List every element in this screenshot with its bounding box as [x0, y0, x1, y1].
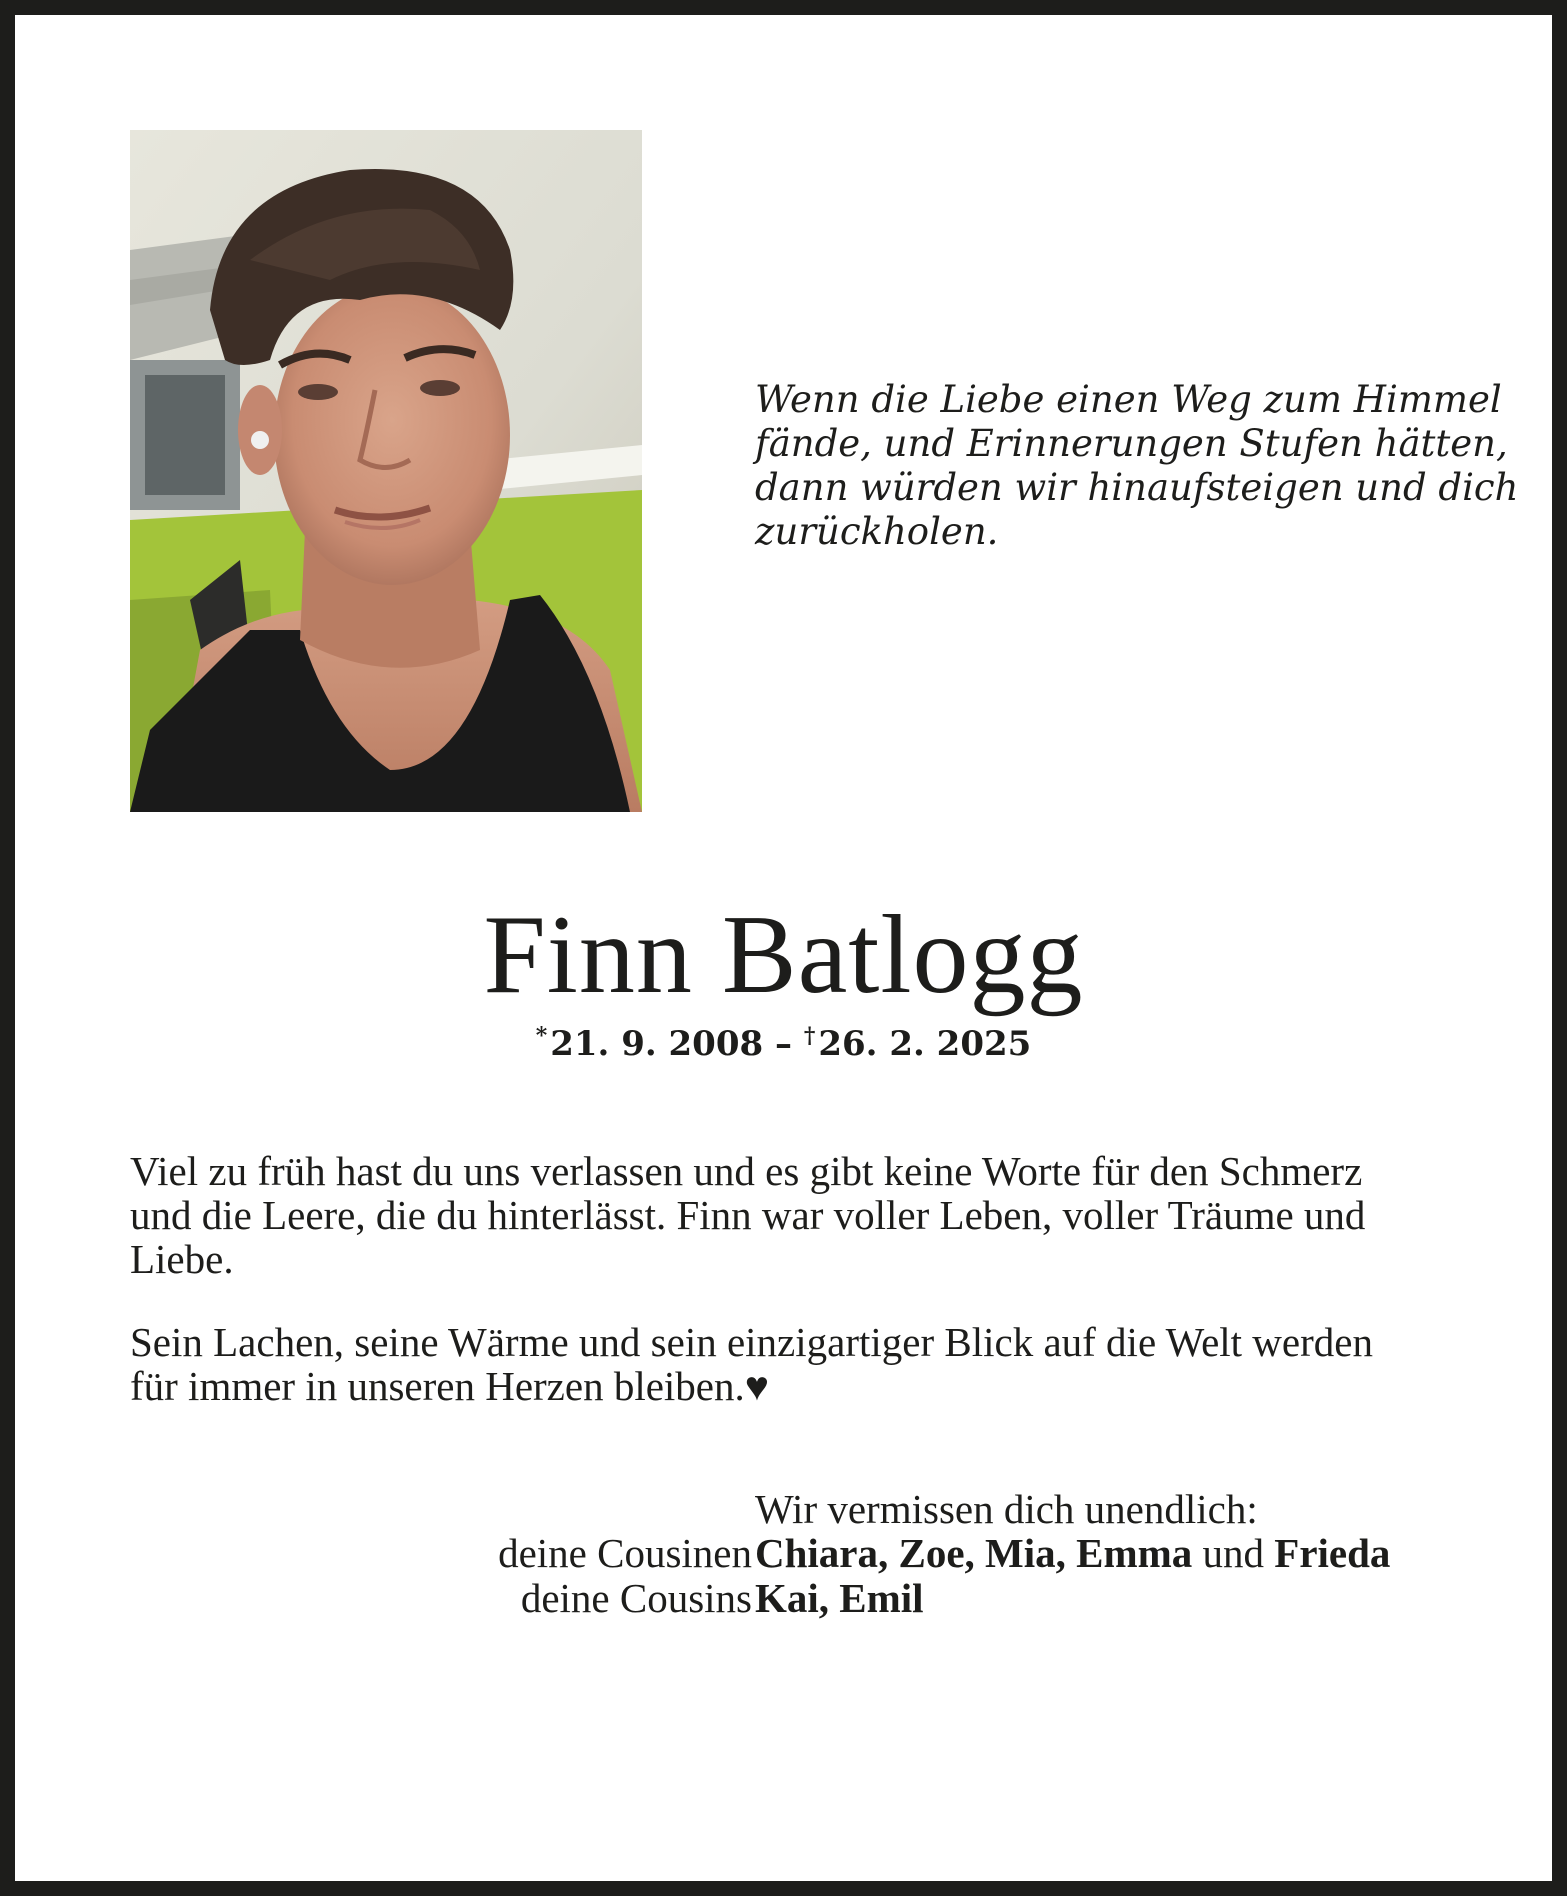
deceased-name: Finn Batlogg: [483, 893, 1084, 1017]
birth-date: 21. 9. 2008: [550, 1024, 764, 1064]
poem-line: Wenn die Liebe einen Weg zum Himmel: [755, 378, 1502, 421]
paragraph-line: Viel zu früh hast du uns verlassen und es gibt keine Worte für den Schmerz: [130, 1148, 1363, 1194]
mourner-names-bold: Frieda: [1274, 1530, 1391, 1576]
death-symbol: †: [803, 1023, 816, 1049]
life-dates: [15, 1022, 1552, 1066]
mourner-names: [755, 1531, 1390, 1575]
body-paragraph: [130, 1149, 1460, 1281]
paragraph-line: Sein Lachen, seine Wärme und sein einzigartiger Blick auf die Welt werden: [130, 1319, 1373, 1365]
mourner-role: deine Cousins: [520, 1575, 752, 1621]
paragraph-line: und die Leere, die du hinterlässt. Finn war voller Leben, voller Träume und: [130, 1192, 1366, 1238]
body-paragraph: [130, 1320, 1460, 1408]
mourner-names-bold: Chiara, Zoe, Mia, Emma: [755, 1530, 1193, 1576]
mourner-connector: und: [1202, 1530, 1265, 1576]
poem-line: dann würden wir hinaufsteigen und dich: [755, 466, 1519, 509]
paragraph-line: Liebe.: [130, 1236, 234, 1282]
mourner-role: deine Cousinen: [498, 1530, 752, 1576]
miss-you-line: Wir vermissen dich unendlich:: [755, 1486, 1258, 1532]
birth-symbol: *: [535, 1023, 548, 1049]
mourner-names: [755, 1576, 924, 1620]
mourner-names-bold: Kai, Emil: [755, 1575, 924, 1621]
mourner-row: [15, 1576, 1552, 1620]
poem-line: zurückholen.: [755, 510, 999, 553]
portrait-photo-image: [130, 130, 642, 812]
poem-line: fände, und Erinnerungen Stufen hätten,: [755, 422, 1508, 465]
portrait-photo: [130, 130, 642, 812]
mourner-row: [15, 1531, 1552, 1575]
paragraph-line: für immer in unseren Herzen bleiben.♥: [130, 1363, 770, 1409]
death-date: 26. 2. 2025: [818, 1024, 1032, 1064]
memorial-poem: [755, 378, 1519, 554]
date-dash: –: [775, 1024, 792, 1064]
